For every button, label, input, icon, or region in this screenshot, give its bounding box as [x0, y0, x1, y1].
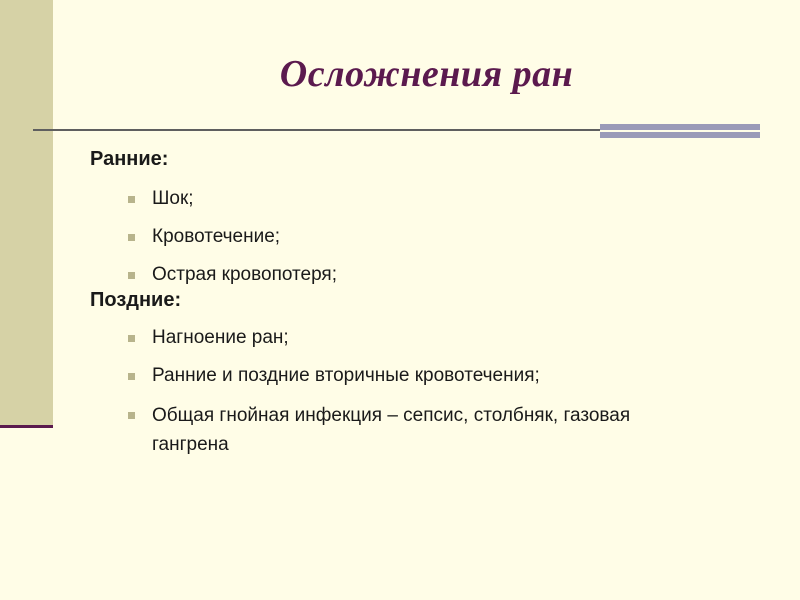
list-item	[128, 225, 688, 248]
square-bullet-icon	[128, 196, 135, 203]
list-item-text: Шок;	[152, 188, 194, 209]
early-complications-list	[128, 187, 688, 286]
divider-accent-stripe	[600, 130, 760, 132]
list-item	[128, 187, 688, 210]
list-item-text: Ранние и поздние вторичные кровотечения;	[152, 365, 540, 386]
side-decoration-band	[0, 0, 53, 428]
list-item	[128, 364, 688, 387]
title-divider	[33, 129, 600, 131]
list-item	[128, 326, 688, 349]
square-bullet-icon	[128, 335, 135, 342]
square-bullet-icon	[128, 234, 135, 241]
list-item-text: Общая гнойная инфекция – сепсис, столбняк, газовая гангрена	[152, 405, 631, 455]
list-item-text: Нагноение ран;	[152, 327, 289, 348]
section-heading-late: Поздние:	[90, 289, 182, 311]
side-decoration-line	[0, 425, 53, 428]
list-item-text: Кровотечение;	[152, 226, 281, 247]
slide-title: Осложнения ран	[279, 53, 574, 95]
list-item-text: Острая кровопотеря;	[152, 264, 337, 285]
list-item	[128, 401, 672, 459]
square-bullet-icon	[128, 373, 135, 380]
list-item	[128, 263, 688, 286]
square-bullet-icon	[128, 272, 135, 279]
late-complications-list	[128, 326, 688, 459]
section-heading-early: Ранние:	[90, 148, 169, 170]
square-bullet-icon	[128, 412, 135, 419]
